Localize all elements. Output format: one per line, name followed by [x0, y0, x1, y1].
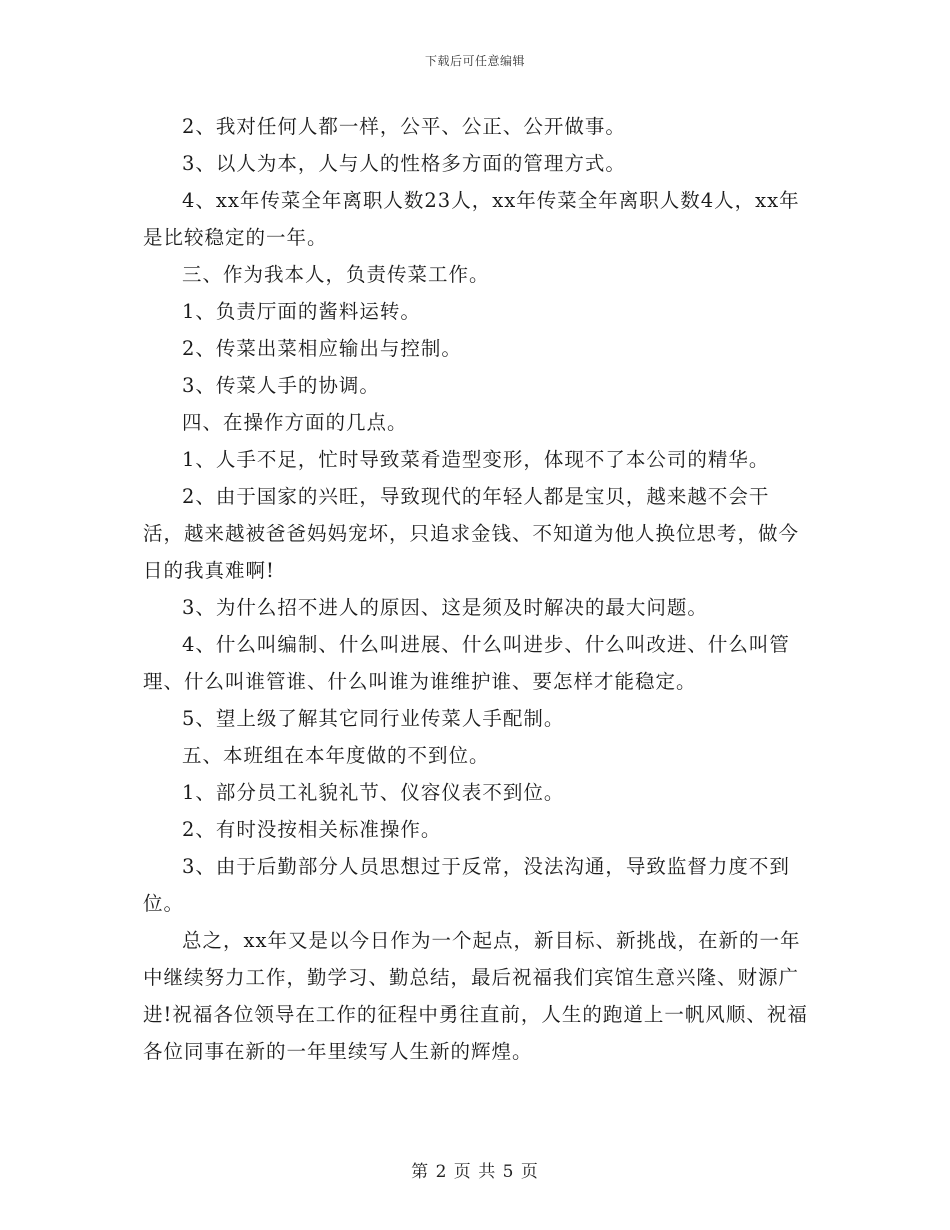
paragraph: 3、由于后勤部分人员思想过于反常，没法沟通，导致监督力度不到位。 — [143, 855, 790, 915]
paragraph: 2、由于国家的兴旺，导致现代的年轻人都是宝贝，越来越不会干活，越来越被爸爸妈妈宠坏，只追求金钱、不知道为他人换位思考，做今日的我真难啊! — [143, 485, 800, 582]
paragraph: 2、有时没按相关标准操作。 — [182, 818, 442, 841]
paragraph: 3、为什么招不进人的原因、这是须及时解决的最大问题。 — [182, 596, 708, 619]
document-body — [143, 108, 808, 1070]
closing-paragraph: 总之，xx年又是以今日作为一个起点，新目标、新挑战，在新的一年中继续努力工作，勤学习、勤总结，最后祝福我们宾馆生意兴隆、财源广进!祝福各位领导在工作的征程中勇往直前，人生的跑道上一帆风顺、祝福各位同事在新的一年里续写人生新的辉煌。 — [143, 929, 808, 1063]
paragraph: 4、什么叫编制、什么叫进展、什么叫进步、什么叫改进、什么叫管理、什么叫谁管谁、什么叫谁为谁维护谁、要怎样才能稳定。 — [143, 633, 790, 693]
paragraph: 4、xx年传菜全年离职人数23人，xx年传菜全年离职人数4人，xx年是比较稳定的一年。 — [143, 189, 800, 249]
paragraph: 1、人手不足，忙时导致菜肴造型变形，体现不了本公司的精华。 — [182, 448, 770, 471]
paragraph: 1、负责厅面的酱料运转。 — [182, 300, 421, 323]
section-heading: 三、作为我本人，负责传菜工作。 — [182, 263, 490, 286]
section-heading: 四、在操作方面的几点。 — [182, 411, 408, 434]
page-header: 下载后可任意编辑 — [424, 54, 525, 68]
paragraph: 5、望上级了解其它同行业传菜人手配制。 — [182, 707, 565, 730]
page-number-footer: 第 2 页 共 5 页 — [411, 1162, 539, 1182]
paragraph: 3、以人为本，人与人的性格多方面的管理方式。 — [182, 152, 626, 175]
paragraph: 2、传菜出菜相应输出与控制。 — [182, 337, 462, 360]
paragraph: 3、传菜人手的协调。 — [182, 374, 380, 397]
paragraph: 2、我对任何人都一样，公平、公正、公开做事。 — [182, 115, 626, 138]
section-heading: 五、本班组在本年度做的不到位。 — [182, 744, 490, 767]
paragraph: 1、部分员工礼貌礼节、仪容仪表不到位。 — [182, 781, 565, 804]
